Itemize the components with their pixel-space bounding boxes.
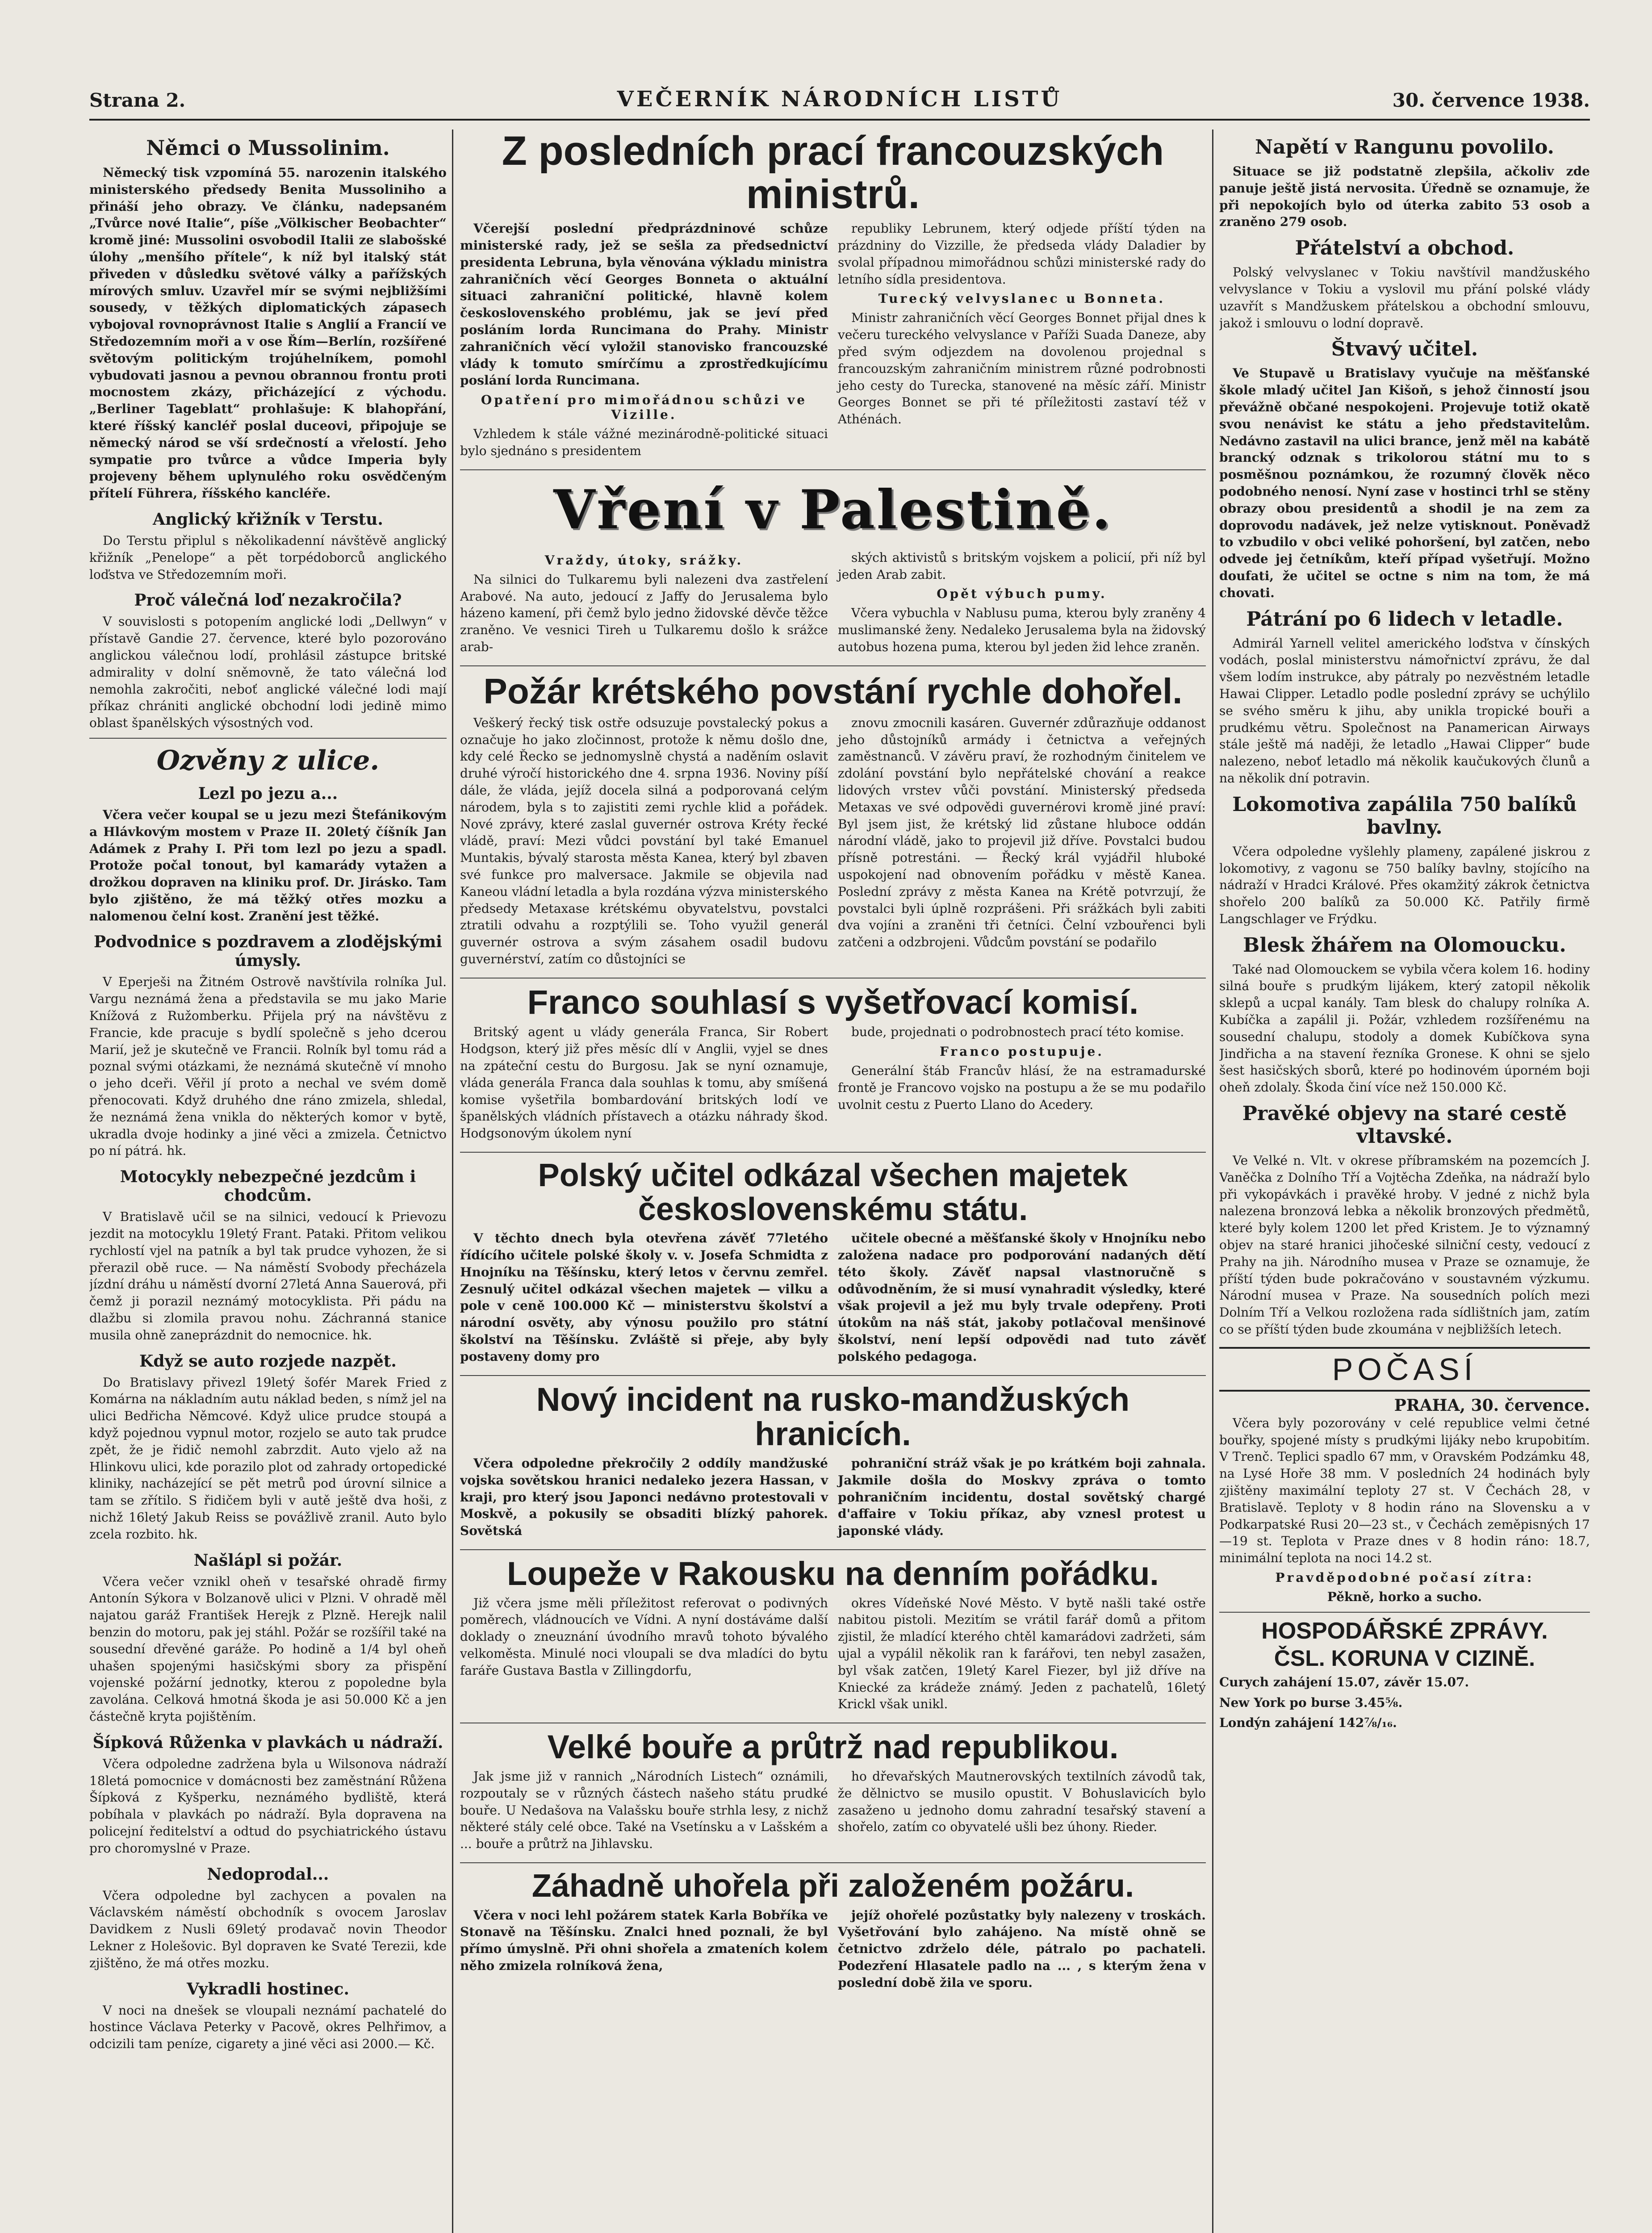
headline-fire: Záhadně uhořela při založeném požáru. xyxy=(531,1868,1134,1904)
right-column xyxy=(1219,130,1590,2233)
article-subheading: Opět výbuch pumy. xyxy=(937,586,1107,602)
divider xyxy=(460,665,1206,666)
weather-body: Včera byly pozorovány v celé republice velmi četné bouřky, spojené místy s prudkými lijáky nebo krupobitím. V Trenč. Teplici spadlo 67 mm, v Oravském Podzámku 48, na Lysé Hoře 38 mm. V posledních 24 hodinách byly zjištěny maximální teploty 27 st. V Čechách 28, v Bratislavě. Teploty v 8 hodin ráno na Slovensku a v Podkarpatské Rusi 20—23 st., v Čechách zeměpisných 17—19 st. Teplota v Praze dnes v 8 hodin ráno: 18.7, minimální teplota na noci 14.2 st. xyxy=(1219,1415,1590,1566)
article-body: Včera vybuchla v Nablusu puma, kterou byly zraněny 4 muslimanské ženy. Nedaleko Jerusalema byla na židovský autobus hozena puma, kterou byl jeden žid lehce zraněn. xyxy=(838,606,1206,654)
article-body: Polský velvyslanec v Tokiu navštívil mandžuského velvyslance v Tokiu a vyslovil mu přání polské vlády uzavřít s Mandžuskem přátelskou a obchodní smlouvu, jakož i smlouvu o lodní dopravě. xyxy=(1219,265,1590,330)
article-body: Ve Stupavě u Bratislavy vyučuje na měšťanské škole mladý učitel Jan Kišoň, s jehož činností jsou převážně občané nespokojeni. Projevuje totiž okatě svou nenávist ke státu a jeho představitelům. Nedávno zastavil na ulici brance, jenž měl na kabátě brancký odznak s trikolorou státní mu to s posměšnou poznámkou, že rozumný člověk něco podobného nenosí. Nyní zase v hostinci trhl se stěny obrazy obou presidentů a shodil je na zem za doprovodu nadávek, jež nelze vytisknout. Poněvadž to vzbudilo v obci veliké pohoršení, byl zatčen, nebo odvede jej četníkům, kteří případ vyšetřují. Možno doufati, že učitel se octne s nim na tom, že má chovati. xyxy=(1219,366,1590,600)
article-body: Vzhledem k stále vážné mezinárodně-politické situaci bylo sjednáno s presidentem xyxy=(460,427,828,458)
article-subheading: Vraždy, útoky, srážky. xyxy=(544,552,744,568)
article-title: Štvavý učitel. xyxy=(1331,338,1478,361)
article-body: Veškerý řecký tisk ostře odsuzuje povstalecký pokus a označuje ho jako zločinnost, protože k němu došlo dne, kdy celé Řecko se jednomyslně chystá a naděním oslavit druhé výročí historického dne 4. srpna 1936. Noviny píší dále, že vláda, jejíž docela silná a podporovaná celým národem, byla s to zajistiti zemi rychle klid a pořádek. Nové zprávy, které zaslal guvernér ostrova Kréty řecké vládě, praví: Mezi vůdci povstání byl také Emanuel Muntakis, bývalý starosta města Kanea, který byl zbaven své funkce pro malversace. Jakmile se objevila nad Kaneou vládní letadla a byla rozdána výzva ministerského předsedy Metaxase krétskému obyvatelstvu, povstalci ztratili odvahu a rozptýlili se. Toho využil generál guvernér ostrova a svým zásahem osadil budovu guvernérství, zatím co důstojníci se xyxy=(460,715,828,966)
article-title: Šípková Růženka v plavkách u nádraží. xyxy=(92,1733,443,1752)
center-column xyxy=(460,130,1206,2233)
article-body: znovu zmocnili kasáren. Guvernér zdůrazňuje oddanost jeho důstojníků armády i četnictva a veřejných zaměstnanců. V závěru praví, že rozhodným činitelem ve zdolání povstání bylo nepřátelské chování a reakce lidových vrstev vůči povstání. Ministerský předseda Metaxas ve své odpovědi guvernérovi kromě jiné praví: Byl jsem jist, že krétský lid zůstane hluboce oddán národní vládě, jako to projevil již dříve. Povstalci budou přísně potrestáni. — Řecký král vyjádřil hluboké uspokojení nad obnovením pořádku v městě Kanea. Poslední zprávy z města Kanea na Krétě potvrzují, že povstalci byli úplně rozprášeni. Při srážkách byli zabiti dva vojíni a zraněni tři četníci. Čelní vzbouřenci byli zatčeni a odzbrojeni. Vůdcům povstání se podařilo xyxy=(838,715,1206,950)
article-title: Němci o Mussolinim. xyxy=(146,136,390,160)
article-title: Blesk žhářem na Olomoucku. xyxy=(1243,933,1566,957)
page-header xyxy=(89,80,1590,125)
article-body: Včera odpoledne vyšlehly plameny, zapálené jiskrou z lokomotivy, z vagonu se 750 balíky bavlny, stojícího na nádraží v Hradci Králové. Přes okamžitý zákrok četnictva shořelo 200 balíků za 50.000 Kč. Patřily firmě Langschlager ve Frýdku. xyxy=(1219,844,1590,926)
left-column xyxy=(89,130,447,2233)
divider xyxy=(460,1152,1206,1153)
article-body: V noci na dnešek se vloupali neznámí pachatelé do hostince Václava Peterky v Pacově, okres Pelhřimov, a odcizili tam peníze, cigarety a jiné věci asi 2000.— Kč. xyxy=(89,2003,447,2052)
article-body: Německý tisk vzpomíná 55. narozenin italského ministerského předsedy Benita Mussoliniho a přináší jeho obrazy. Ve článku, nadepsaném „Tvůrce nové Italie“, píše „Völkischer Beobachter“ kromě jiné: Mussolini osvobodil Italii ze slabošské úlohy „menšího přítele“, k níž byl italský stát přiveden v důsledku světové války a pařížských mírových smluv. Uzavřel mír se svými nejbližšími sousedy, v těžkých diplomatických zápasech vybojoval rovnoprávnost Italie s Anglií a Francií ve Středozemním moři a v ose Řím—Berlín, rozšířené světovým politickým trojúhelníkem, pomohl vybudovati jasnou a pevnou obrannou frontu proti mocnostem zkázy, přicházející z východu. „Berliner Tageblatt“ prohlašuje: K blahopřání, které říšský kancléř poslal duceovi, připojuje se německý národ se vší srdečností a vřelostí. Jeho sympatie pro tvůrce a vůdce Imperia byly projeveny během uplynulého roku osvědčeným přítelí Führera, říšského kancléře. xyxy=(89,165,447,501)
article-title: Lezl po jezu a... xyxy=(198,784,338,803)
headline-austria: Loupeže v Rakousku na denním pořádku. xyxy=(507,1555,1159,1592)
article-title: Motocykly nebezpečné jezdcům i chodcům. xyxy=(120,1167,416,1205)
article-body: pohraniční stráž však je po krátkém boji zahnala. Jakmile došla do Moskvy zpráva o tomto pohraničním incidentu, dostal sovětský chargé d'affaire v Tokiu příkaz, aby vznesl protest u japonské vlády. xyxy=(838,1456,1206,1539)
headline-crete: Požár krétského povstání rychle dohořel. xyxy=(483,671,1183,711)
article-title: Lokomotiva zapálila 750 balíků bavlny. xyxy=(1232,793,1577,839)
article-subheading: Franco postupuje. xyxy=(939,1044,1104,1059)
article-body: Do Terstu připlul s několikadenní návštěvě anglický křižník „Penelope“ a pět torpédoborců anglického loďstva ve Středozemním moři. xyxy=(89,533,447,582)
article-body: Včera večer vznikl oheň v tesařské ohradě firmy Antonín Sýkora v Bolzanově ulici v Plzni. V ohradě měl najatou garáž František Herejk z Plzně. Herejk nalil benzin do motoru, pak jej stáhl. Požár se rozšířil také na sousední dřevěné garáže. Po hodině a 1/4 byl oheň uhašen spojenými hasičskými sbory za přispění vojenské požární jednotky, kterou z popoledne byla zavolána. Celková hmotná škoda je asi 50.000 Kč a jen částečně kryta pojištěním. xyxy=(89,1574,447,1724)
article-body: V těchto dnech byla otevřena závěť 77letého řídícího učitele polské školy v. v. Josefa Schmidta z Hnojníku na Těšínsku, který letos v červnu zemřel. Zesnulý učitel odkázal všechen majetek — vilku a pole v ceně 100.000 Kč — ministerstvu školství a národní osvěty, aby výnosu použilo pro státní školství na Těšínsku. Zvláště si přeje, aby byly postaveny domy pro xyxy=(460,1231,828,1364)
article-title: Přátelství a obchod. xyxy=(1295,237,1514,260)
article-body: okres Vídeňské Nové Město. V bytě našli také ostře nabitou pistoli. Mezitím se vrátil farář domů a přitom zjistil, že mladící kterého chtěl kamarádovi zadržeti, sám ujal a vypálil několik ran k farářovi, ten nebyl zasažen, byl však zatčen, 19letý Karel Fiezer, byl již dříve na Kniecké za krádeže známý. Jeden z pachatelů, 16letý Krickl však unikl. xyxy=(838,1595,1206,1712)
article-body: V Bratislavě učil se na silnici, vedoucí k Prievozu jezdit na motocyklu 19letý Frant. Pataki. Přitom velikou rychlostí vjel na patník a byl tak prudce vyhozen, že si přerazil obě ruce. — Na náměstí Svobody přecházela jízdní dráhu u náměstí dvorní 27letá Anna Sauerová, při čemž ji porazil neznámý motocyklista. Při pádu na dlažbu si zlomila pravou nohu. Záchranná stanice musila ohně zaneprázdnit do nemocnice. hk. xyxy=(89,1209,447,1342)
article-title: Pravěké objevy na staré cestě vltavské. xyxy=(1242,1102,1567,1148)
rubric-title: Ozvěny z ulice. xyxy=(156,744,380,776)
article-title: Napětí v Rangunu povolilo. xyxy=(1255,136,1554,159)
article-subheading: Opatření pro mimořádnou schůzi ve Vizille. xyxy=(481,393,807,422)
divider xyxy=(460,1375,1206,1376)
article-body: Již včera jsme měli příležitost referovat o podivných poměrech, vládnoucích ve Vídni. A nyní dostáváme další doklady o zneuznání úvodního mravů tohoto bývalého velkoměsta. Minulé noci vloupali se dva mladíci do bytu faráře Gustava Bastla v Zillingdorfu, xyxy=(460,1595,828,1678)
divider xyxy=(460,978,1206,979)
lead-headline: Z posledních prací francouzských ministrů. xyxy=(502,130,1164,217)
newspaper-title: VEČERNÍK NÁRODNÍCH LISTŮ xyxy=(617,87,1062,112)
article-body: Do Bratislavy přivezl 19letý šofér Marek Fried z Komárna na nákladním autu náklad beden, s nímž jel na ulici Bedřicha Němcové. Když ulice prudce stoupá a když pojednou vypnul motor, rozjelo se auto tak prudce zpět, že je řidič nemohl zabrzdit. Auto vjelo až na Hlinkovu ulici, kde porazilo plot od zahrady ortopedické kliniky, nacházející se pět metrů pod úrovní silnice a tam se zřítilo. S řidičem byli v autě ještě dva hoši, z nichž 16letý Jakub Reiss se povážlivě zranil. Auto bylo zcela rozbito. hk. xyxy=(89,1375,447,1542)
article-body: učitele obecné a měšťanské školy v Hnojníku nebo založena nadace pro podporování nadaných dětí této školy. Závěť napsal vlastnoručně s odůvodněním, že si musí vynahradit výsledky, které však projevil a jež mu byly trvale odepřeny. Proti útokům na náš stát, jakoby potlačoval menšinové školství, není lepší odpovědi nad tuto závěť polského pedagoga. xyxy=(838,1231,1206,1364)
article-body: Ministr zahraničních věcí Georges Bonnet přijal dnes k večeru tureckého velvyslance v Paříži Suada Daneze, aby před svým odjezdem na dovolenou projednal s francouzským zahraničním ministrem různé podrobnosti jeho cesty do Turecka, stanovené na měsíc září. Ministr Georges Bonnet se při té příležitosti zastaví též v Athénách. xyxy=(838,310,1206,427)
forecast-text: Pěkně, horko a sucho. xyxy=(1327,1589,1482,1604)
article-body: jejíž ohořelé pozůstatky byly nalezeny v troskách. Vyšetřování bylo zahájeno. Na místě ohně se četnictvo zdrželo déle, pátralo po pachateli. Podezření Hlasatele padlo na ... , s kterým žena v poslední době žila ve sporu. xyxy=(838,1907,1206,1990)
headline-polish-teacher: Polský učitel odkázal všechen majetek československému státu. xyxy=(538,1158,1128,1227)
headline-manchuria: Nový incident na rusko-mandžuských hranicích. xyxy=(536,1380,1130,1453)
article-body: bude, projednati o podrobnostech prací této komise. xyxy=(851,1025,1184,1040)
article-body: Situace se již podstatně zlepšila, ačkoliv zde panuje ještě jistá nervosita. Úředně se oznamuje, že při nepokojích bylo od úterka zabito 53 osob a zraněno 279 osob. xyxy=(1219,164,1590,230)
article-body: Ve Velké n. Vlt. v okrese příbramském na pozemcích J. Vaněčka z Dolního Tří a Vojtěcha Zdeňka, na nádraží bylo při vykopávkách i pravěké hroby. V jedné z nichž byla nalezena bronzová lebka a několik bronzových předmětů, které byly kolem 1200 let před Kristem. Je to významný objev na staré hranici jihočeské silniční cesty, vedoucí z Prahy na jih. Národního musea v Praze se oznamuje, že příští týden bude pokračováno v soustavném výzkumu. Národní musea v Praze. Na sousedních polích mezi Dolním Tří a Velkou rozložena rada sídlištních jam, zatím co se příští týden bude zkoumána v nejbližších letech. xyxy=(1219,1153,1590,1337)
page-number: Strana 2. xyxy=(89,89,186,111)
divider xyxy=(460,469,1206,470)
column-divider xyxy=(1212,130,1213,2233)
article-body: Včera v noci lehl požárem statek Karla Bobříka ve Stonavě na Těšínsku. Znalci hned poznali, že byl přímo úmyslně. Při ohni shořela a zmateních kolem něho zmizela rolníková žena, xyxy=(460,1907,828,1973)
article-subheading: Turecký velvyslanec u Bonneta. xyxy=(878,291,1166,306)
forecast-title: Pravděpodobné počasí zítra: xyxy=(1275,1570,1534,1585)
article-title: Našlápl si požár. xyxy=(193,1551,343,1570)
article-title: Anglický křižník v Terstu. xyxy=(153,510,383,529)
divider xyxy=(89,738,447,739)
article-body: Generální štáb Francův hlásí, že na estramadurské frontě je Francovo vojsko na postupu a že se mu podařilo uvolnit cestu z Puerto Llano do Acedery. xyxy=(838,1063,1206,1112)
economy-heading: HOSPODÁŘSKÉ ZPRÁVY. xyxy=(1261,1618,1548,1644)
article-title: Proč válečná loď nezakročila? xyxy=(134,591,402,610)
article-body: Včera odpoledne byl zachycen a povalen na Václavském náměstí obchodník s ovocem Jaroslav Davidkem z Nusli 69letý prodavač novin Theodor Lekner z Holešovic. Byl dopraven ke Svaté Terezii, kde zjištěno, že má otřes mozku. xyxy=(89,1888,447,1970)
article-body: Britský agent u vlády generála Franca, Sir Robert Hodgson, který již přes měsíc dlí v Anglii, vyjel se dnes na zpáteční cestu do Burgosu. Jak se nyní oznamuje, vláda generála Franca dala souhlas k tomu, aby smíšená komise vyšetřila bombardování britských lodí ve španělských vládních přístavech a otázku náhrady škod. Hodgsonovým úkolem nyní xyxy=(460,1025,828,1141)
article-body: Admirál Yarnell velitel amerického loďstva v čínských vodách, poslal ministerstvu námořnictví zprávu, že dal všem lodím instrukce, aby pátraly po nezvěstném letadle Hawai Clipper. Letadlo podle poslední zprávy se uchýlilo se svého směru k jihu, aby unikla tropické bouři a prudkému větru. Společnost na Panamerican Airways stále ještě má naději, že letadlo „Hawai Clipper“ bude nalezeno, neboť letadlo má několik kaučukových člunů a na několik dní potravin. xyxy=(1219,636,1590,786)
article-body: Včerejší poslední předprázdninové schůze ministerské rady, jež se sešla za předsednictví presidenta Lebruna, byla věnována výkladu ministra zahraničních věcí Georges Bonneta o aktuální situaci zahraniční politické, hlavně kolem československého problému, jak se jeví před posláním lorda Runcimana do Prahy. Ministr zahraničních věcí vyložil stanovisko francouzské vlády k tomuto smírčímu a zprostředkujícímu poslání lorda Runcimana. xyxy=(460,221,828,388)
divider xyxy=(460,1549,1206,1550)
article-body: Jak jsme již v rannich „Národních Listech“ oznámili, rozpoutaly se v různých částech našeho státu prudké bouře. U Nedašova na Valašsku bouře strhla lesy, z nichž některé stály celé obce. Také na Vsetínsku a v Lašském a ... bouře a průtrž na Jihlavsku. xyxy=(460,1769,828,1852)
article-body: Včera odpoledne zadržena byla u Wilsonova nádraží 18letá pomocnice v domácnosti bez zaměstnání Růžena Šípková z Kyšperku, neznámého bydliště, která pobíhala v plavkách po nádraží. Byla dopravena na policejní ředitelství a odtud do psychiatrického ústavu pro choromyslné v Praze. xyxy=(89,1756,447,1856)
divider xyxy=(460,1862,1206,1863)
article-body: ho dřevařských Mautnerovských textilních závodů tak, že dělnictvo se musilo opustit. V Bohuslavicích bylo zasaženo u jednoho domu zahradní tesařský stavení a shořelo, zatím co obyvatelé ušli bez úhony. Rieder. xyxy=(838,1769,1206,1835)
article-title: Podvodnice s pozdravem a zlodějskými úmysly. xyxy=(94,933,442,970)
headline-palestine: Vření v Palestině. xyxy=(553,478,1112,541)
article-body: Na silnici do Tulkaremu byli nalezeni dva zastřelení Arabové. Na auto, jedoucí z Jaffy do Jerusalema bylo házeno kamení, při čemž bylo jedno židovské děvče těžce zraněno. Ve vesnici Tireh u Tulkaremu došlo k srážce arab- xyxy=(460,572,828,654)
article-title: Vykradli hostinec. xyxy=(187,1979,349,1999)
article-body: Včera večer koupal se u jezu mezi Štefánikovým a Hlávkovým mostem v Praze II. 20letý číšník Jan Adámek z Prahy I. Při tom lezl po jezu a spadl. Protože počal tonout, byl kamarády vytažen a drožkou dopraven na kliniku prof. Dr. Jirásko. Tam bylo zjištěno, že má těžký otřes mozku a nalomenou čelní kost. Zranění jest těžké. xyxy=(89,807,447,924)
article-title: Pátrání po 6 lidech v letadle. xyxy=(1246,607,1563,631)
article-body: V souvislosti s potopením anglické lodi „Dellwyn“ v přístavě Gandie 27. července, které bylo pozorováno anglickou válečnou lodí, prohlásil zástupce britské admirality v dolní sněmovně, že tato válečná loď nemohla zakročiti, neboť anglické válečné lodi mají příkaz chrániti anglické obchodní lodi jedině mimo oblast španělských výsostných vod. xyxy=(89,614,447,731)
exchange-rate: New York po burse 3.45⅝. xyxy=(1219,1695,1403,1710)
weather-place-date: PRAHA, 30. července. xyxy=(1394,1396,1590,1415)
article-body: Také nad Olomouckem se vybila včera kolem 16. hodiny silná bouře s prudkým lijákem, který zatopil několik sklepů a ucpal kanály. Tam blesk do chalupy rolníka A. Kubíčka a zapálil ji. Požár, vzhledem rozšířenému na sousední chalupu, stodoly a domek Kubíčkova syna Jindřicha a na stavení řezníka Gronese. K ohni se sjelo šest hasičských sborů, které po hodinovém úporném boji oheň zdolaly. Škoda činí více než 150.000 Kč. xyxy=(1219,962,1590,1095)
article-title: Když se auto rozjede nazpět. xyxy=(139,1351,397,1371)
column-divider xyxy=(452,130,453,2233)
exchange-rate: Londýn zahájení 142⅞/₁₆. xyxy=(1219,1715,1397,1731)
divider xyxy=(1219,1612,1590,1613)
economy-subheading: ČSL. KORUNA V CIZINĚ. xyxy=(1274,1646,1535,1671)
issue-date: 30. července 1938. xyxy=(1392,89,1590,111)
article-title: Nedoprodal... xyxy=(207,1865,329,1884)
headline-franco: Franco souhlasí s vyšetřovací komisí. xyxy=(527,983,1139,1021)
exchange-rate: Curych zahájení 15.07, závěr 15.07. xyxy=(1219,1674,1469,1689)
article-body: ských aktivistů s britským vojskem a policií, při níž byl jeden Arab zabit. xyxy=(838,550,1206,582)
weather-heading: POČASÍ xyxy=(1219,1347,1590,1392)
headline-storms: Velké bouře a průtrž nad republikou. xyxy=(547,1728,1119,1766)
article-body: Včera odpoledne překročily 2 oddíly mandžuské vojska sovětskou hranici nedaleko jezera Hassan, v kraji, pro který jsou Japonci nedávno protestovali v Moskvě, a pokusily se obsaditi blízký pahorek. Sovětská xyxy=(460,1456,828,1539)
header-rule xyxy=(89,119,1590,121)
article-body: V Eperješi na Žitném Ostrově navštívila rolníka Jul. Vargu neznámá žena a představila se mu jako Marie Knížová z Ružomberku. Přijela prý na návštěvu z Francie, kde pracuje s bydlí společně s jeho dcerou Marií, jež je skutečně ve Francii. Rolník byl tomu rád a poznal svými otázkami, že neznámá skutečně ví mnoho o jeho dceři. Věřil jí proto a nechal ve svém domě přenocovati. Když druhého dne ráno zmizela, shledal, že neznámá žena vnikla do některých komor v bytě, ukradla dvoje hodinky a jiné věci a zmizela. Četnictvo po ní pátrá. hk. xyxy=(89,974,447,1158)
article-body: republiky Lebrunem, který odjede příští týden na prázdniny do Vizzille, že předseda vlády Daladier by svolal případnou mimořádnou schůzi ministerské rady do letního sídla presidentova. xyxy=(838,221,1206,287)
